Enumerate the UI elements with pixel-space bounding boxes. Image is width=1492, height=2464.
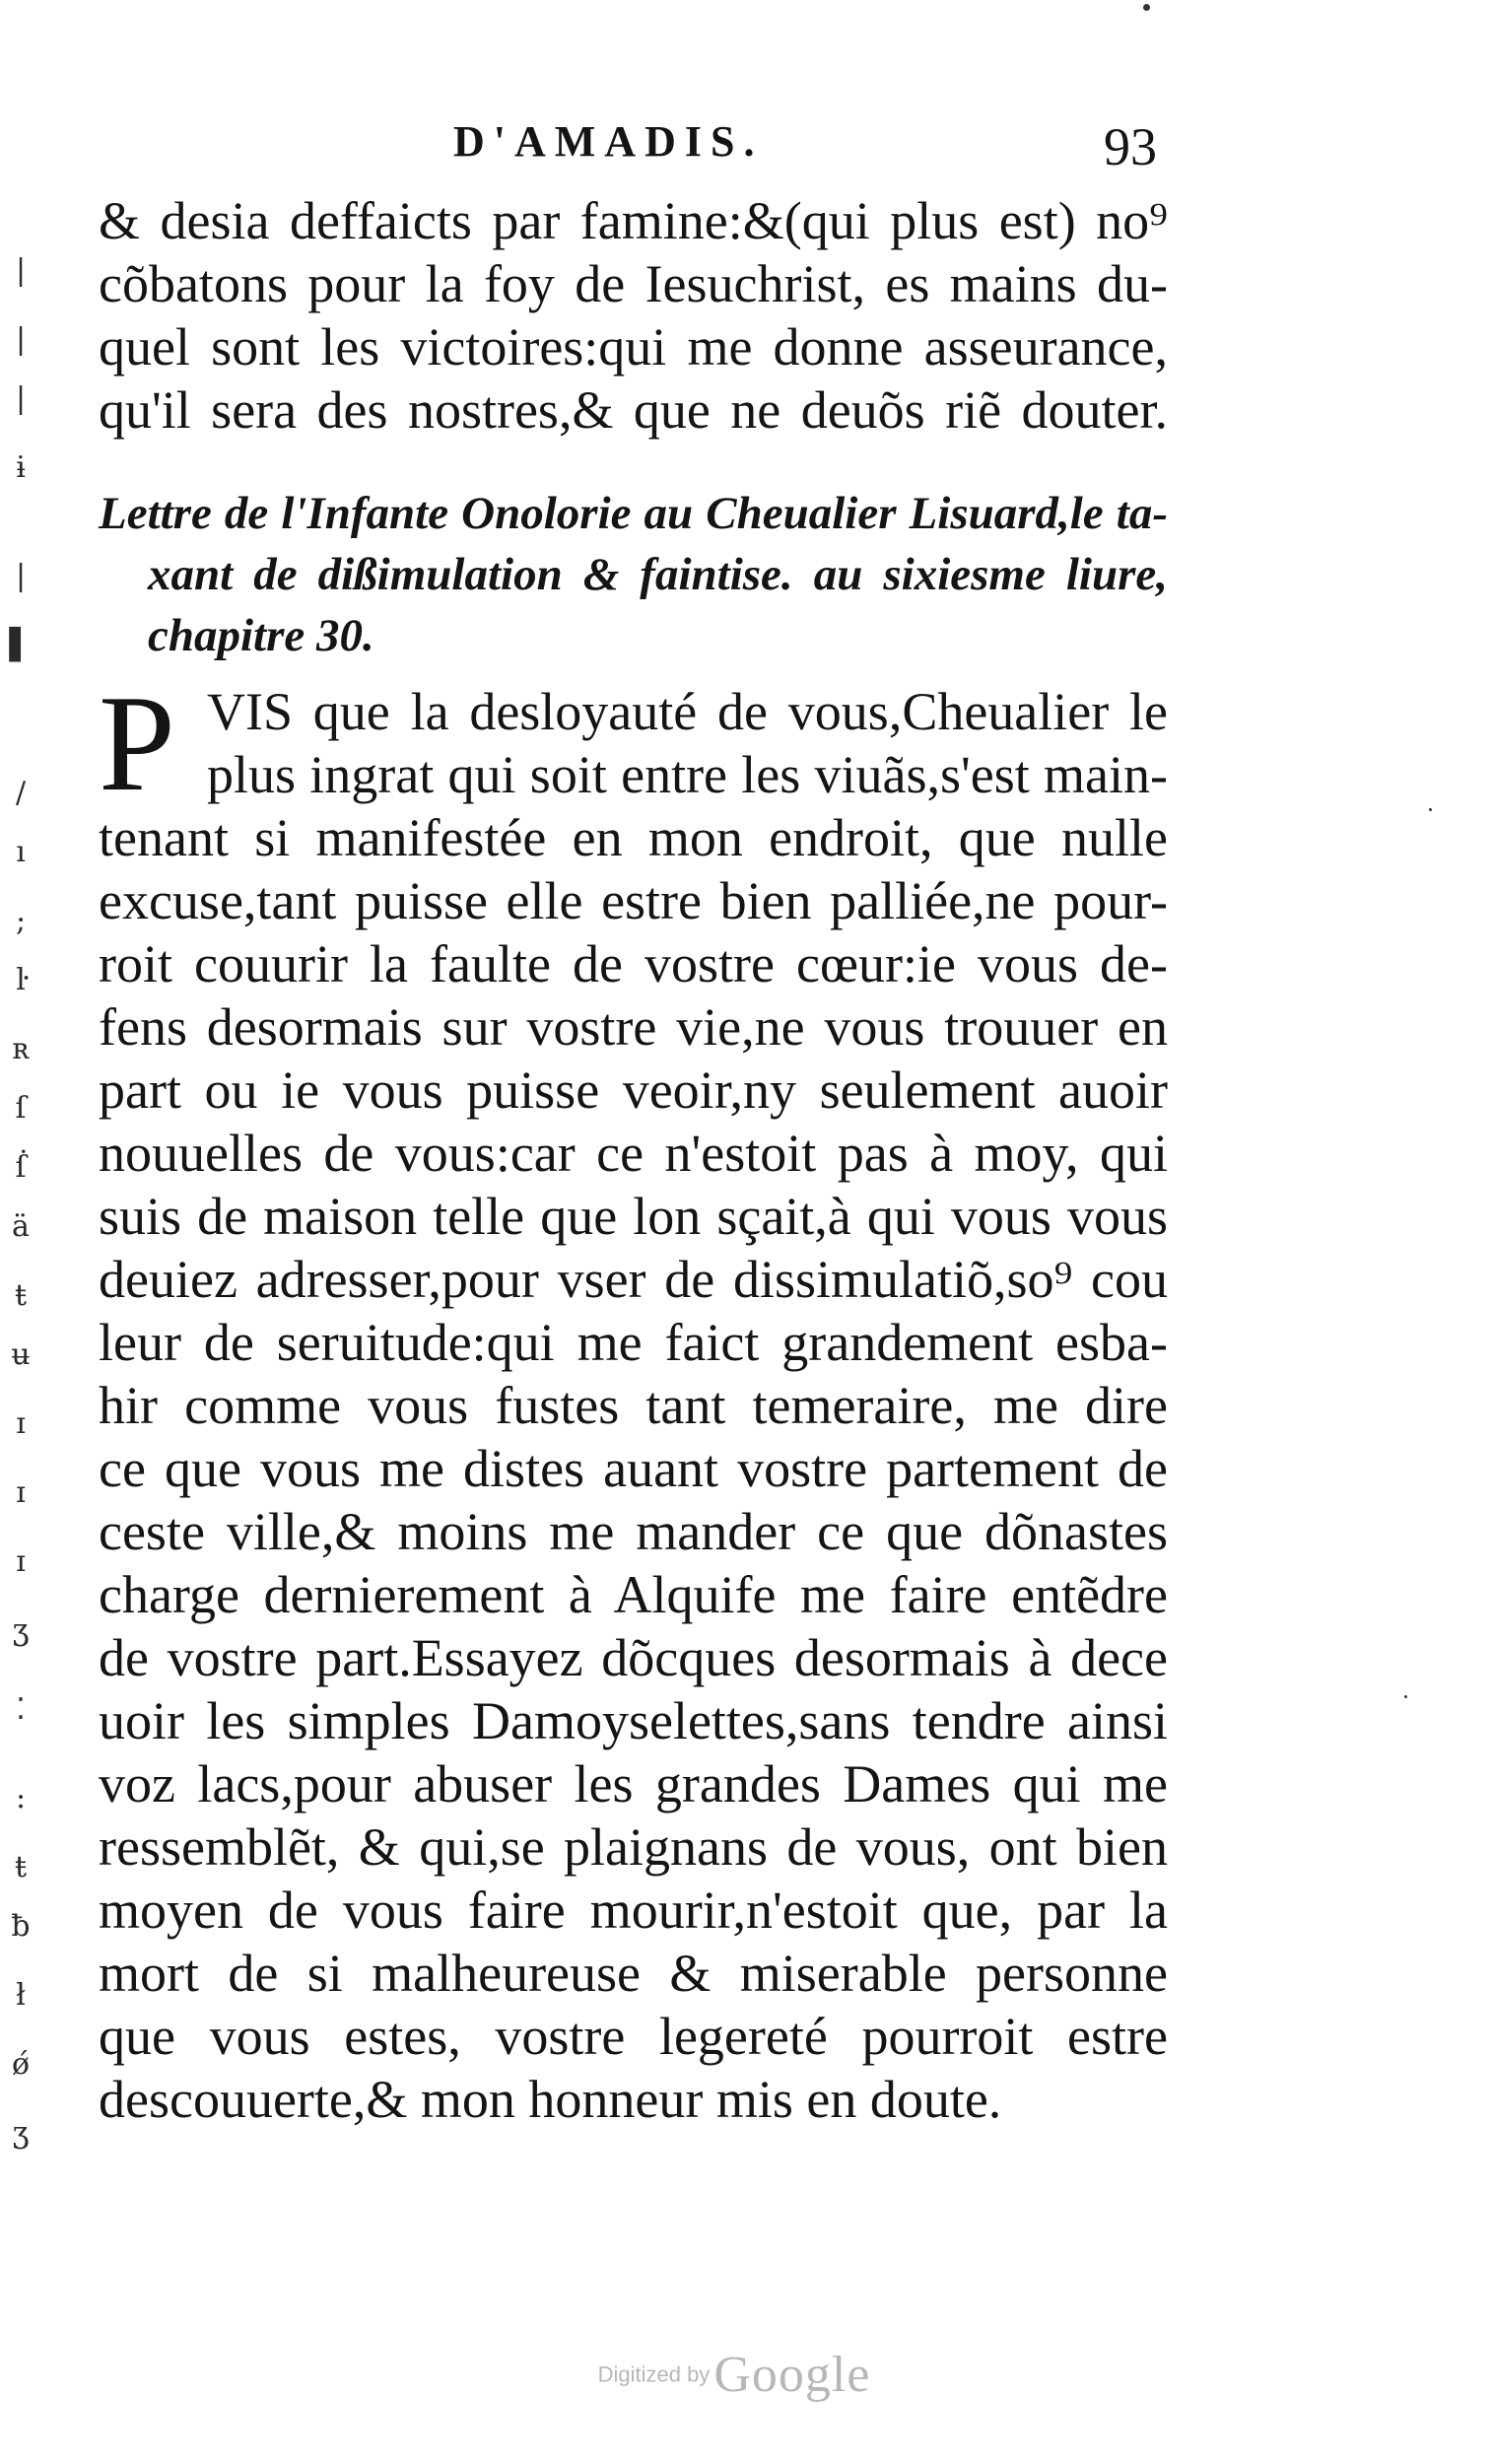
bleed-mark: |	[15, 322, 27, 357]
bleed-mark: ʒ	[12, 2116, 30, 2151]
heading-line: Lettre de l'Infante Onolorie au Cheualier Lisuard,le ta-	[99, 488, 1168, 539]
bleed-mark: ǿ	[11, 2047, 31, 2082]
letter-heading	[99, 483, 1168, 666]
heading-line: chapitre 30.	[148, 610, 374, 661]
text-line: cõbatons pour la foy de Iesuchrist, es mains du-	[99, 254, 1168, 313]
text-line: plus ingrat qui soit entre les viuãs,s'est main-	[207, 745, 1168, 804]
text-line: VIS que la desloyauté de vous,Cheualier le	[207, 682, 1168, 741]
text-line: quel sont les victoires:qui me donne asseurance,	[99, 317, 1168, 376]
bleed-mark: ŧ	[14, 1850, 28, 1884]
drop-cap-lines	[207, 680, 1168, 806]
text-line: deuiez adresser,pour vser de dissimulatiõ,so⁹ cou	[99, 1250, 1168, 1309]
bleed-mark: ʀ	[12, 1032, 30, 1066]
text-line: nouuelles de vous:car ce n'estoit pas à moy, qui	[99, 1124, 1168, 1183]
bleed-mark: ɪ	[16, 1475, 26, 1510]
text-line: mort de si malheureuse & miserable personne	[99, 1944, 1168, 2003]
text-line: hir comme vous fustes tant temeraire, me dire	[99, 1376, 1168, 1435]
bleed-mark: |	[15, 253, 27, 288]
watermark-prefix: Digitized by	[597, 2361, 711, 2387]
text-line: leur de seruitude:qui me faict grandement esba-	[99, 1313, 1168, 1372]
text-line: excuse,tant puisse elle estre bien palliée,ne pour-	[99, 871, 1168, 930]
bleed-mark: ŀ	[16, 963, 26, 997]
bleed-mark: ſ	[15, 1091, 27, 1126]
page-number: 93	[1104, 117, 1157, 176]
bleed-mark: ▌	[9, 628, 33, 662]
text-line: que vous estes, vostre legereté pourroit estre	[99, 2007, 1168, 2066]
bleed-mark: ä	[12, 1209, 30, 1244]
text-line: fens desormais sur vostre vie,ne vous trouuer en	[99, 997, 1168, 1057]
drop-cap: P	[99, 667, 175, 820]
bleed-mark: /	[15, 776, 27, 810]
bleed-mark: ɪ	[16, 1544, 26, 1579]
text-line: charge dernierement à Alquife me faire entẽdre	[99, 1565, 1168, 1624]
bleed-mark: ʉ	[11, 1337, 31, 1372]
text-line: ceste ville,& moins me mander ce que dõnastes	[99, 1502, 1168, 1561]
bleed-mark: :	[15, 1781, 27, 1815]
bleed-mark: ⁚	[16, 1692, 26, 1727]
google-logo: Google	[713, 2347, 871, 2403]
bleed-mark: ẛ	[15, 1150, 27, 1185]
bleed-mark: |	[15, 559, 27, 593]
gutter-bleed	[6, 197, 39, 2168]
bleed-mark: ɨ	[16, 450, 26, 485]
text-line: ce que vous me distes auant vostre partement de	[99, 1439, 1168, 1498]
bleed-mark: ı	[16, 835, 26, 869]
paper-speck	[1404, 1695, 1407, 1698]
bleed-mark: |	[15, 381, 27, 416]
paper-speck	[1143, 4, 1150, 11]
text-line: & desia deffaicts par famine:&(qui plus est) no⁹	[99, 191, 1168, 250]
text-line: uoir les simples Damoyselettes,sans tendre ainsi	[99, 1691, 1168, 1750]
text-line: moyen de vous faire mourir,n'estoit que, par la	[99, 1881, 1168, 1940]
running-title: D'AMADIS.	[453, 117, 764, 166]
text-line: voz lacs,pour abuser les grandes Dames qui me	[99, 1754, 1168, 1814]
text-line: tenant si manifestée en mon endroit, que nulle	[99, 808, 1168, 867]
letter-body	[99, 806, 1168, 2131]
bleed-mark: ;	[15, 904, 27, 938]
page-header	[453, 116, 1478, 185]
bleed-mark: ŧ	[14, 1278, 28, 1313]
bleed-mark: ɪ	[16, 1406, 26, 1441]
heading-line: xant de dißimulation & faintise. au sixiesme liure,	[148, 549, 1168, 600]
paper-speck	[1429, 808, 1432, 811]
top-paragraph	[99, 189, 1168, 442]
text-line: part ou ie vous puisse veoir,ny seulement auoir	[99, 1061, 1168, 1120]
text-line: roit couurir la faulte de vostre cœur:ie vous de-	[99, 934, 1168, 993]
text-line: suis de maison telle que lon sçait,à qui vous vous	[99, 1187, 1168, 1246]
text-line: qu'il sera des nostres,& que ne deuõs riẽ douter.	[99, 380, 1168, 440]
digitization-watermark	[576, 2346, 892, 2415]
bleed-mark: ƀ	[11, 1909, 31, 1944]
bleed-mark: ł	[16, 1978, 26, 2013]
text-line: de vostre part.Essayez dõcques desormais à dece	[99, 1628, 1168, 1687]
bleed-mark: ʒ	[12, 1613, 30, 1648]
text-line: ressemblẽt, & qui,se plaignans de vous, ont bien	[99, 1817, 1168, 1877]
text-line: descouuerte,& mon honneur mis en doute.	[99, 2070, 1002, 2129]
